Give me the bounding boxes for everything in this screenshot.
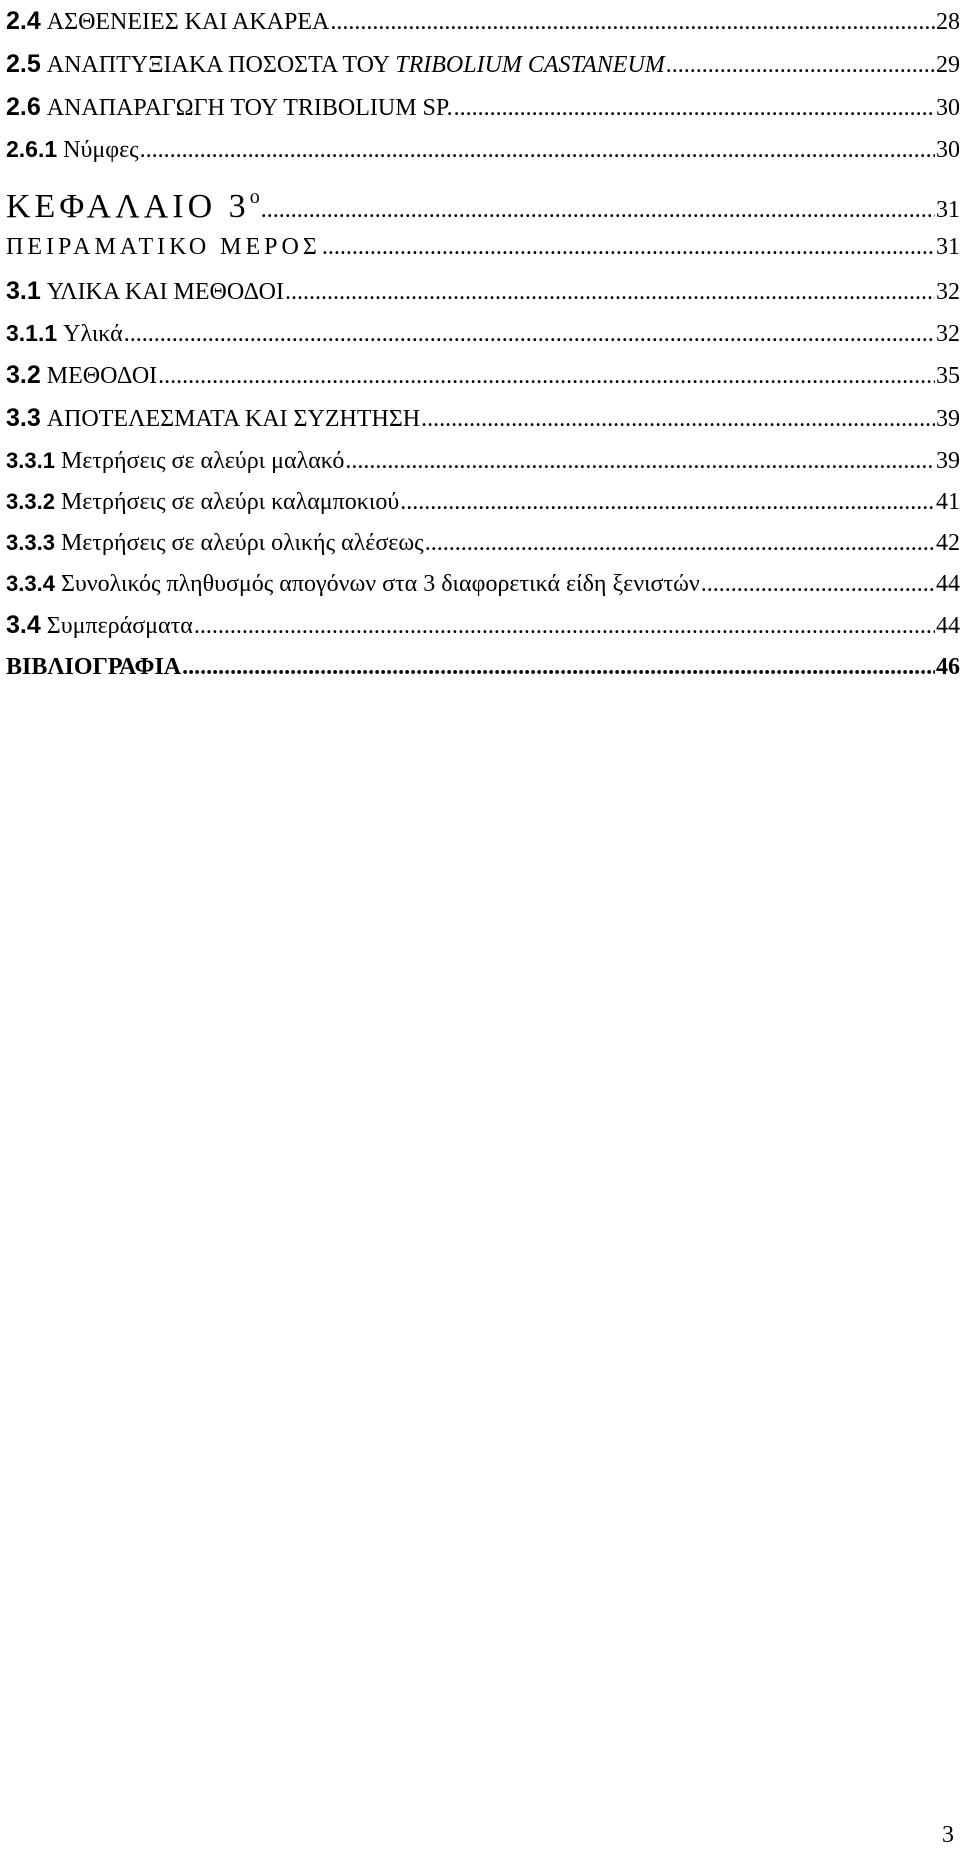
toc-entry-title: Συμπεράσματα: [46, 613, 193, 639]
toc-entry-page: 39: [936, 406, 960, 432]
toc-entry-number: 3.3.2: [6, 489, 55, 514]
page-number: 3: [942, 1822, 954, 1848]
dot-leader: [400, 482, 935, 523]
toc-entry-page: 44: [936, 613, 960, 639]
toc-entry-title: Νύμφες: [63, 137, 139, 163]
toc-entry-3-3-2[interactable]: [6, 481, 960, 522]
toc-entry-number: 2.4: [6, 7, 41, 35]
toc-entry-title: ΑΣΘΕΝΕΙΕΣ ΚΑΙ ΑΚΑΡΕΑ: [46, 9, 330, 35]
dot-leader: [425, 523, 935, 564]
toc-entry-number: 2.5: [6, 50, 41, 78]
toc-entry-3-1-1[interactable]: [6, 313, 960, 354]
toc-entry-2-5[interactable]: [6, 43, 960, 86]
toc-entry-chapter-3[interactable]: [6, 170, 960, 225]
toc-entry-number: 3.3.1: [6, 448, 55, 473]
toc-entry-title: Μετρήσεις σε αλεύρι ολικής αλέσεως: [60, 530, 424, 556]
dot-leader: [330, 1, 935, 44]
toc-entry-3-3-3[interactable]: [6, 522, 960, 563]
toc-entry-2-6-1[interactable]: [6, 129, 960, 170]
toc-entry-page: 41: [936, 489, 960, 515]
toc-entry-title: ΒΙΒΛΙΟΓΡΑΦΙΑ: [6, 654, 182, 680]
table-of-contents: [6, 0, 960, 688]
toc-entry-title: [47, 44, 665, 87]
toc-entry-2-4[interactable]: [6, 0, 960, 43]
toc-entry-number: 2.6.1: [6, 136, 58, 162]
dot-leader: [345, 441, 935, 482]
toc-entry-title: Μετρήσεις σε αλεύρι μαλακό: [60, 448, 345, 474]
dot-leader: [194, 605, 935, 648]
toc-entry-page: 46: [936, 654, 960, 680]
toc-entry-title: Μετρήσεις σε αλεύρι καλαμποκιού: [60, 489, 400, 515]
toc-entry-page: 42: [936, 530, 960, 556]
toc-entry-number: 3.3.3: [6, 530, 55, 555]
toc-entry-3-4[interactable]: [6, 604, 960, 647]
toc-entry-title: Συνολικός πληθυσμός απογόνων στα 3 διαφορετικά είδη ξενιστών: [60, 571, 700, 597]
toc-chapter-ordinal: ο: [249, 186, 260, 208]
toc-entry-2-6[interactable]: [6, 86, 960, 129]
toc-entry-number: 2.6: [6, 93, 41, 121]
toc-entry-3-3-4[interactable]: [6, 563, 960, 604]
toc-entry-page: 32: [936, 321, 960, 347]
dot-leader: [701, 564, 935, 605]
toc-entry-title: ΑΠΟΤΕΛΕΣΜΑΤΑ ΚΑΙ ΣΥΖΗΤΗΣΗ: [46, 406, 421, 432]
dot-leader: [124, 314, 935, 355]
toc-entry-page: 30: [936, 95, 960, 121]
toc-entry-page: 28: [936, 9, 960, 35]
toc-entry-number: 3.4: [6, 611, 41, 639]
toc-entry-page: 30: [936, 137, 960, 163]
toc-entry-experimental-part[interactable]: [6, 225, 960, 270]
toc-entry-page: 35: [936, 363, 960, 389]
dot-leader: [182, 647, 935, 688]
toc-entry-title-species: TRIBOLIUM CASTANEUM: [395, 52, 665, 78]
toc-entry-page: 32: [936, 279, 960, 305]
toc-entry-page: 44: [936, 571, 960, 597]
toc-entry-3-3[interactable]: [6, 397, 960, 440]
dot-leader: [666, 44, 935, 87]
toc-entry-bibliography[interactable]: [6, 647, 960, 688]
dot-leader: [322, 225, 935, 270]
toc-entry-title-part: ΑΝΑΠΤΥΞΙΑΚΑ ΠΟΣΟΣΤΑ ΤΟΥ: [46, 52, 396, 78]
toc-entry-title: ΜΕΘΟΔΟΙ: [46, 363, 158, 389]
toc-entry-number: 3.2: [6, 361, 41, 389]
toc-entry-number: 3.3.4: [6, 571, 55, 596]
dot-leader: [421, 398, 935, 441]
toc-entry-number: 3.1: [6, 277, 41, 305]
toc-entry-number: 3.1.1: [6, 320, 58, 346]
toc-entry-page: 31: [936, 197, 960, 223]
dot-leader: [285, 271, 935, 314]
toc-entry-page: 31: [936, 234, 960, 260]
toc-entry-3-2[interactable]: [6, 354, 960, 397]
toc-entry-number: 3.3: [6, 404, 41, 432]
toc-entry-3-3-1[interactable]: [6, 440, 960, 481]
toc-entry-title: Υλικά: [63, 321, 123, 347]
toc-entry-page: 29: [936, 52, 960, 78]
dot-leader: [158, 355, 935, 398]
toc-entry-title: ΑΝΑΠΑΡΑΓΩΓΗ ΤΟΥ TRIBOLIUM SP.: [46, 95, 453, 121]
toc-entry-title: ΥΛΙΚΑ ΚΑΙ ΜΕΘΟΔΟΙ: [46, 279, 284, 305]
toc-entry-page: 39: [936, 448, 960, 474]
dot-leader: [454, 87, 935, 130]
toc-entry-3-1[interactable]: [6, 270, 960, 313]
toc-chapter-label: ΚΕΦΑΛΑΙΟ 3: [6, 188, 250, 225]
toc-part-title: ΠΕΙΡΑΜΑΤΙΚΟ ΜΕΡΟΣ: [6, 234, 321, 260]
dot-leader: [140, 130, 935, 171]
